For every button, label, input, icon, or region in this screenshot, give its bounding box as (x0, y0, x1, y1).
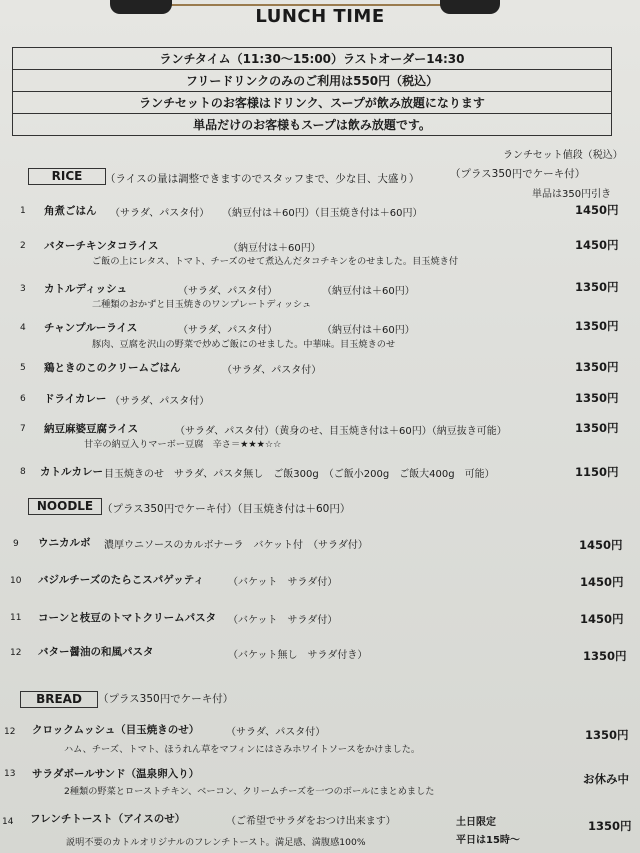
item-number: 11 (10, 613, 22, 623)
page-title: LUNCH TIME (255, 6, 385, 27)
item-option: （ご希望でサラダをおつけ出来ます） (226, 816, 396, 827)
item-description: ハム、チーズ、トマト、ほうれん草をマフィンにはさみホワイトソースをかけました。 (64, 744, 421, 755)
item-option: （サラダ、パスタ付） (110, 396, 210, 407)
item-number: 2 (20, 241, 26, 251)
item-price: 1350円 (575, 391, 619, 405)
bread-note: （プラス350円でケーキ付） (98, 693, 234, 705)
item-number: 8 (20, 467, 26, 477)
item-number: 4 (20, 323, 26, 333)
item-option: （サラダ、パスタ付） (226, 727, 326, 738)
noodle-note: （プラス350円でケーキ付）（目玉焼き付は＋60円） (102, 503, 351, 515)
item-number: 3 (20, 284, 26, 294)
item-availability: 土日限定 (456, 817, 496, 828)
item-name: ドライカレー (44, 393, 107, 405)
item-name: バターチキンタコライス (44, 240, 159, 252)
item-number: 5 (20, 363, 26, 373)
item-price: 1350円 (575, 319, 619, 333)
item-name: バジルチーズのたらこスパゲッティ (38, 574, 204, 586)
item-option: （バケット無し サラダ付き） (228, 650, 368, 661)
rice-cake-note: （プラス350円でケーキ付） (450, 168, 586, 180)
info-row: 単品だけのお客様もスープは飲み放題です。 (13, 114, 612, 136)
item-number: 1 (20, 206, 26, 216)
item-price: 1450円 (575, 238, 619, 252)
item-number: 10 (10, 576, 22, 586)
item-price: 1350円 (575, 421, 619, 435)
rice-single-note: 単品は350円引き (532, 189, 612, 200)
section-bread-label: BREAD (20, 691, 98, 708)
item-number: 6 (20, 394, 26, 404)
item-number: 7 (20, 424, 26, 434)
item-description: 二種類のおかずと目玉焼きのワンプレートディッシュ (92, 299, 312, 310)
item-description: 豚肉、豆腐を沢山の野菜で炒めご飯にのせました。中華味。目玉焼きのせ (92, 339, 396, 350)
item-price: 1350円 (583, 649, 627, 663)
item-option: （納豆付は＋60円）（目玉焼き付は＋60円） (222, 208, 423, 219)
item-name: サラダボールサンド（温泉卵入り） (32, 768, 200, 780)
section-rice-label: RICE (28, 168, 106, 185)
item-name: コーンと枝豆のトマトクリームパスタ (38, 612, 217, 624)
item-price: 1350円 (575, 280, 619, 294)
item-name: 鶏ときのこのクリームごはん (44, 362, 181, 374)
item-option: （サラダ、パスタ付） (222, 365, 322, 376)
item-option: （サラダ、パスタ付） (178, 325, 278, 336)
item-option: （サラダ、パスタ付） (110, 208, 210, 219)
item-price: 1450円 (575, 203, 619, 217)
item-number: 14 (2, 817, 14, 827)
section-noodle-label: NOODLE (28, 498, 102, 515)
item-option: （納豆付は＋60円） (322, 325, 415, 336)
item-name: カトルディッシュ (44, 283, 127, 295)
item-price: 1450円 (580, 575, 624, 589)
item-name: ウニカルボ (38, 537, 91, 549)
item-name: カトルカレー (40, 466, 103, 478)
item-name: チャンプルーライス (44, 322, 138, 334)
item-option: （サラダ、パスタ付） (178, 286, 278, 297)
item-name: バター醤油の和風パスタ (38, 646, 154, 658)
item-option: （納豆付は＋60円） (228, 243, 321, 254)
item-price: 1450円 (580, 612, 624, 626)
item-description: 2種類の野菜とローストチキン、ベーコン、クリームチーズを一つのボールにまとめました (64, 786, 435, 797)
item-option: （バケット サラダ付） (228, 577, 338, 588)
info-row: ランチセットのお客様はドリンク、スープが飲み放題になります (13, 92, 612, 114)
item-description: ご飯の上にレタス、トマト、チーズのせて煮込んだタコチキンをのせました。目玉焼き付 (92, 256, 459, 267)
info-row: ランチタイム（11:30〜15:00）ラストオーダー14:30 (13, 48, 612, 70)
item-option: （サラダ、パスタ付）（黄身のせ、目玉焼き付は＋60円）（納豆抜き可能） (175, 426, 507, 437)
item-option: 目玉焼きのせ サラダ、パスタ無し ご飯300g （ご飯小200g ご飯大400g 可能） (104, 469, 495, 480)
item-name: 角煮ごはん (44, 205, 97, 217)
item-number: 13 (4, 769, 16, 779)
item-number: 9 (13, 539, 19, 549)
item-option: 濃厚ウニソースのカルボナーラ バケット付 （サラダ付） (104, 540, 368, 551)
item-option: （バケット サラダ付） (228, 615, 338, 626)
item-option: （納豆付は＋60円） (322, 286, 415, 297)
item-name: 納豆麻婆豆腐ライス (44, 423, 139, 435)
info-row: フリードリンクのみのご利用は550円（税込） (13, 70, 612, 92)
item-name: クロックムッシュ（目玉焼きのせ） (32, 724, 200, 736)
item-availability: 平日は15時〜 (456, 835, 520, 846)
item-description: 甘辛の納豆入りマーボー豆腐 辛さ＝★★★☆☆ (84, 439, 282, 450)
item-price: 1350円 (585, 728, 629, 742)
rice-note: （ライスの量は調整できますのでスタッフまで、少な目、大盛り） (105, 173, 420, 185)
info-table (12, 47, 612, 136)
item-price: 1350円 (588, 819, 632, 833)
item-number: 12 (10, 648, 22, 658)
price-note: ランチセット値段（税込） (503, 150, 623, 161)
item-description: 説明不要のカトルオリジナルのフレンチトースト。満足感、満腹感100% (66, 837, 366, 848)
item-number: 12 (4, 727, 16, 737)
item-name: フレンチトースト（アイスのせ） (30, 813, 186, 825)
item-price: 1350円 (575, 360, 619, 374)
item-price: 1150円 (575, 465, 619, 479)
item-price: お休み中 (583, 772, 629, 786)
item-price: 1450円 (579, 538, 623, 552)
